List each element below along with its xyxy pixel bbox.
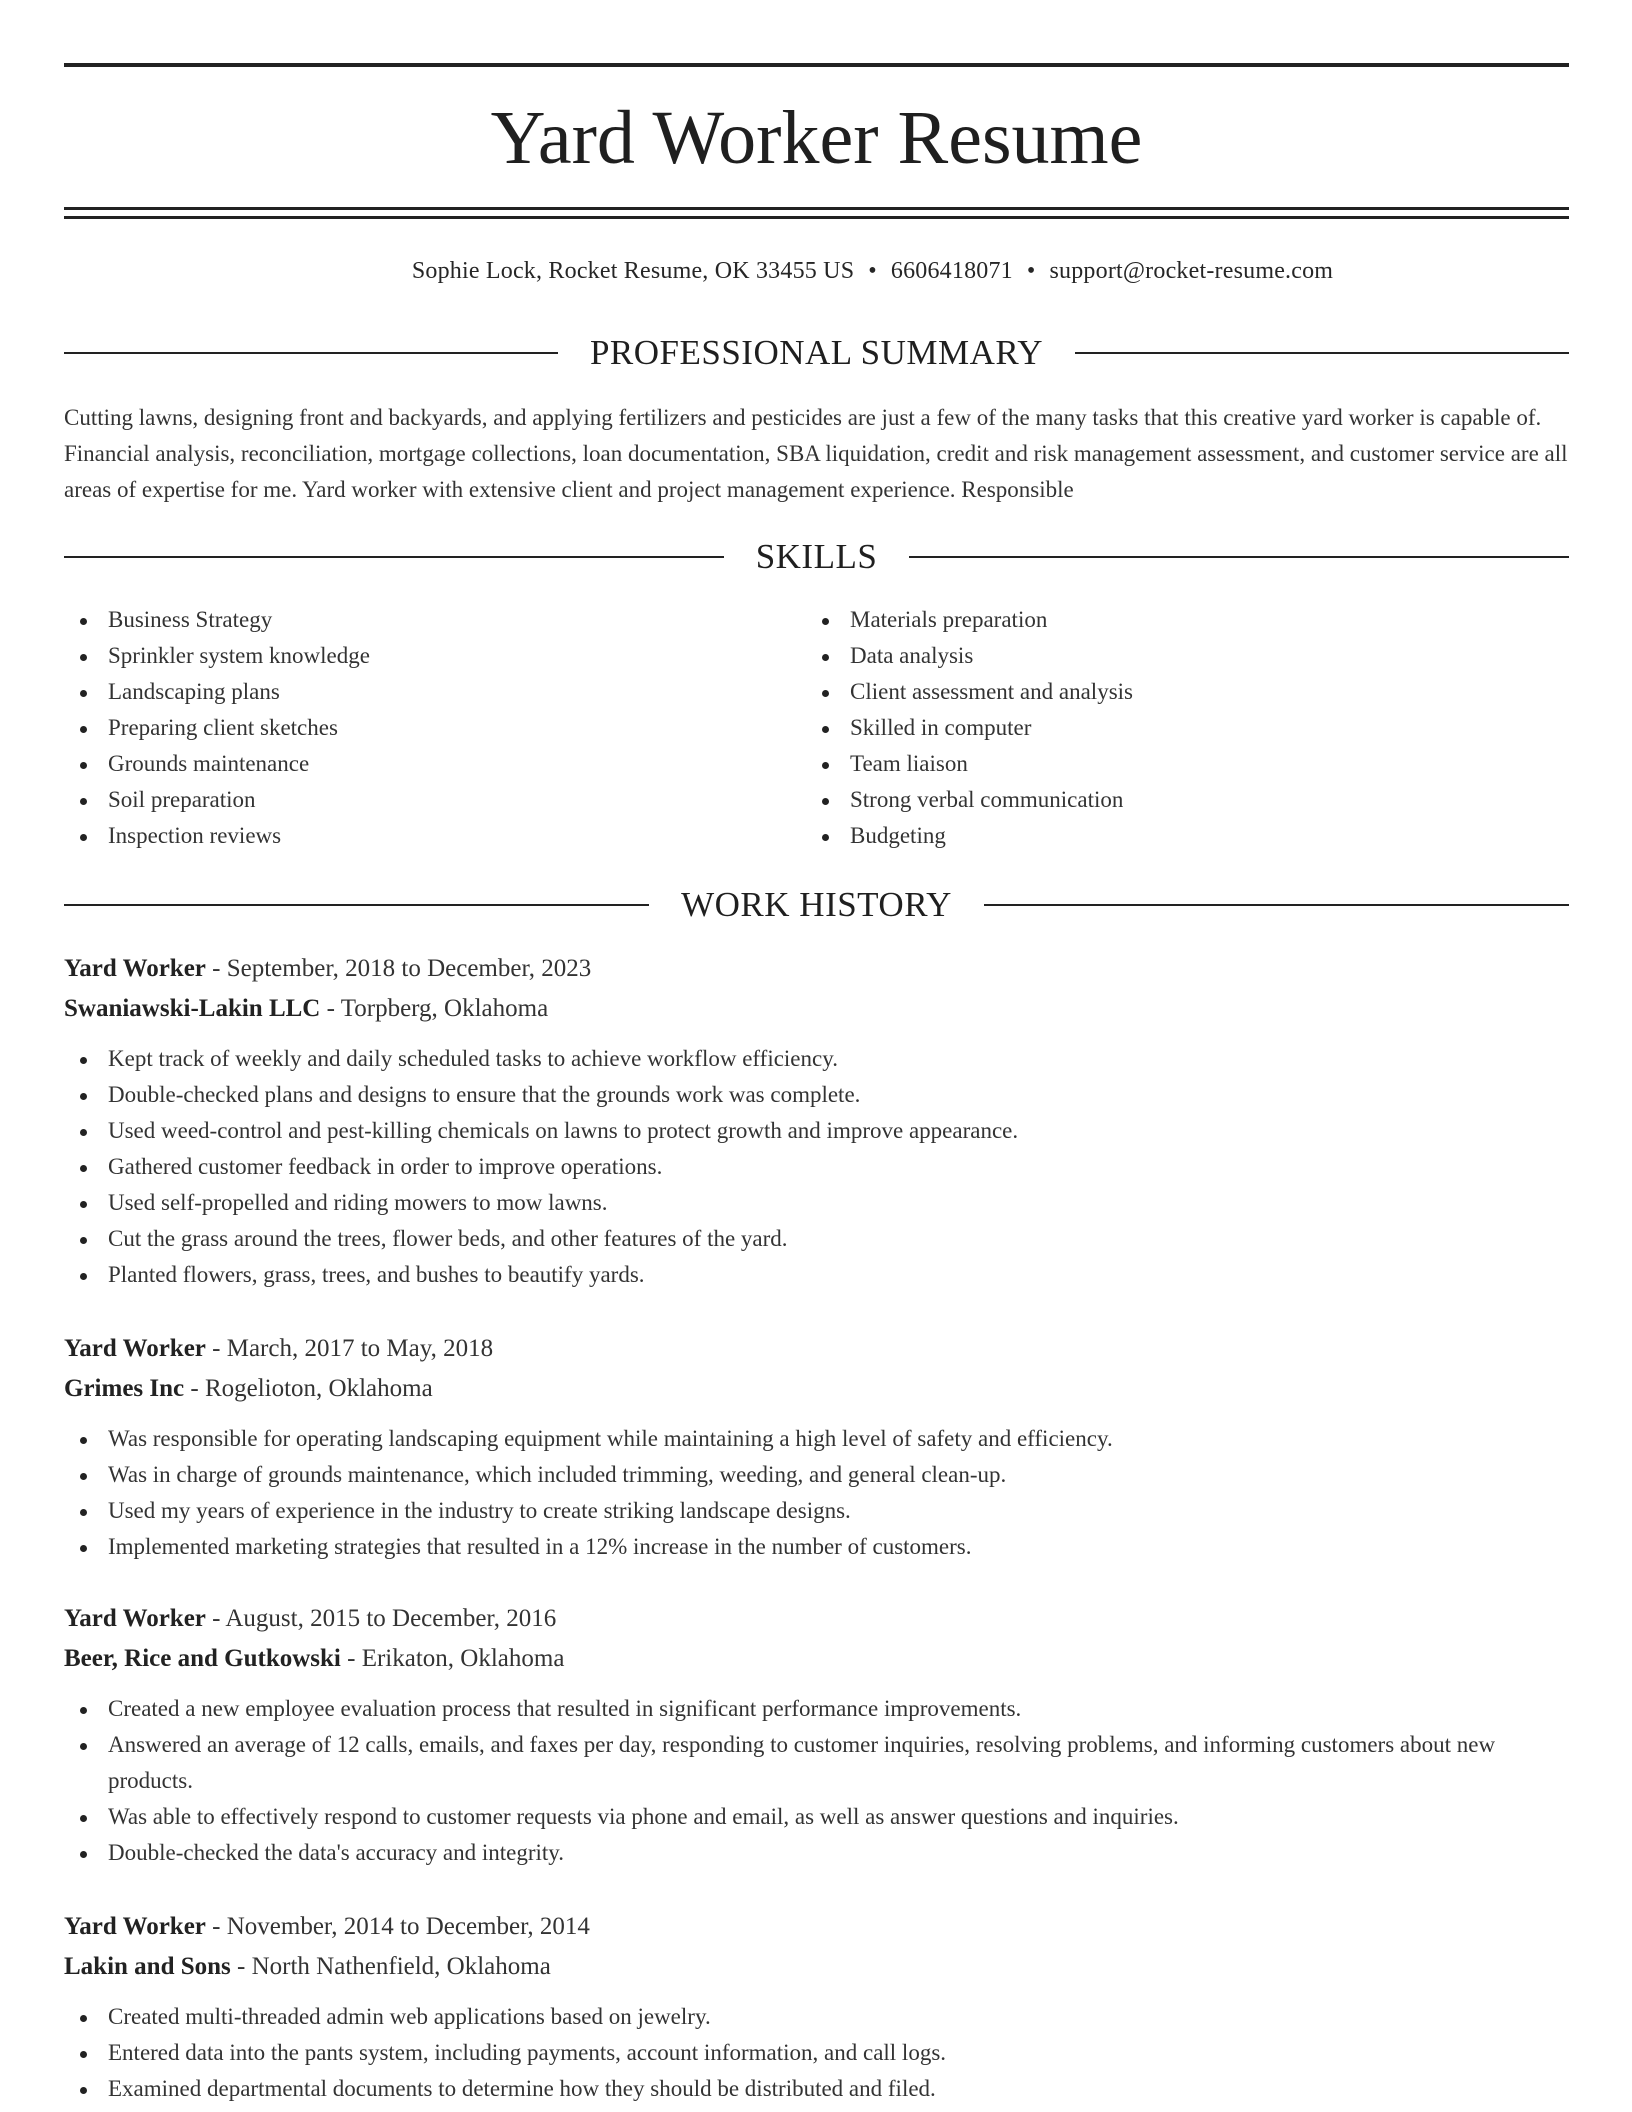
contact-name-address: Sophie Lock, Rocket Resume, OK 33455 US	[411, 258, 855, 284]
job-bullet: Double-checked the data's accuracy and integrity.	[64, 1835, 1569, 1871]
divider	[64, 352, 558, 354]
job-title-line	[64, 1599, 1569, 1639]
job-dates: - August, 2015 to December, 2016	[205, 1605, 557, 1632]
resume-title: Yard Worker Resume	[490, 96, 1143, 180]
job-title: Yard Worker	[64, 1605, 206, 1632]
job-location: - Torpberg, Oklahoma	[320, 995, 549, 1022]
contact-line	[64, 253, 1632, 289]
contact-email: support@rocket-resume.com	[1049, 258, 1334, 284]
job-company-line	[64, 1947, 1569, 1987]
job-bullet: Used my years of experience in the industry to create striking landscape designs.	[64, 1493, 1569, 1529]
job-company: Lakin and Sons	[64, 1953, 231, 1980]
job-bullet: Kept track of weekly and daily scheduled tasks to achieve workflow efficiency.	[64, 1041, 1569, 1077]
job-title: Yard Worker	[64, 1335, 206, 1362]
job-location: - Erikaton, Oklahoma	[340, 1645, 565, 1672]
job-dates: - September, 2018 to December, 2023	[205, 955, 592, 982]
section-title: WORK HISTORY	[681, 885, 952, 924]
job-bullet: Implemented marketing strategies that resulted in a 12% increase in the number of customers.	[64, 1529, 1569, 1565]
job-bullet: Entered data into the pants system, including payments, account information, and call logs.	[64, 2035, 1569, 2071]
job-title-line	[64, 1907, 1569, 1947]
skill-item: Sprinkler system knowledge	[64, 638, 806, 674]
job-company-line	[64, 1369, 1569, 1409]
job-company: Swaniawski-Lakin LLC	[64, 995, 321, 1022]
job-bullets	[64, 1041, 1569, 1293]
title-rule-lower	[64, 216, 1569, 219]
contact-phone: 6606418071	[890, 258, 1013, 284]
job-bullet: Was in charge of grounds maintenance, which included trimming, weeding, and general clean-up.	[64, 1457, 1569, 1493]
divider	[984, 904, 1569, 906]
job-bullet: Cut the grass around the trees, flower beds, and other features of the yard.	[64, 1221, 1569, 1257]
job-bullets	[64, 1999, 1569, 2107]
divider	[64, 556, 724, 558]
job-location: - North Nathenfield, Oklahoma	[230, 1953, 551, 1980]
contact-separator: •	[1026, 258, 1036, 284]
skills-heading	[64, 535, 1569, 579]
job-title-line	[64, 949, 1569, 989]
job-title: Yard Worker	[64, 955, 206, 982]
work-history-heading	[64, 883, 1569, 927]
job-title: Yard Worker	[64, 1913, 206, 1940]
skill-item: Data analysis	[806, 638, 1548, 674]
job-bullet: Used weed-control and pest-killing chemicals on lawns to protect growth and improve appearance.	[64, 1113, 1569, 1149]
skill-item: Skilled in computer	[806, 710, 1548, 746]
skills-column-right	[806, 602, 1548, 854]
divider	[64, 904, 649, 906]
skill-item: Business Strategy	[64, 602, 806, 638]
job-entry	[64, 1907, 1569, 2107]
job-bullets	[64, 1691, 1569, 1871]
top-rule	[64, 63, 1569, 67]
contact-separator: •	[868, 258, 877, 284]
title-rule-upper	[64, 207, 1569, 210]
job-bullet: Used self-propelled and riding mowers to mow lawns.	[64, 1185, 1569, 1221]
skill-item: Inspection reviews	[64, 818, 806, 854]
skill-item: Budgeting	[806, 818, 1548, 854]
section-title: PROFESSIONAL SUMMARY	[589, 333, 1044, 372]
job-bullet: Gathered customer feedback in order to improve operations.	[64, 1149, 1569, 1185]
job-location: - Rogelioton, Oklahoma	[184, 1375, 433, 1402]
summary-text: Cutting lawns, designing front and backyards, and applying fertilizers and pesticides are just a few of the many tasks that this creative yard worker is capable of. Financial analysis, reconciliation, mortgage collections, loan documentation, SBA liquidation, credit and risk management assessment, and customer service are all areas of expertise for me. Yard worker with extensive client and project management experience. Responsible	[64, 405, 1568, 502]
job-bullet: Double-checked plans and designs to ensure that the grounds work was complete.	[64, 1077, 1569, 1113]
job-bullet: Was responsible for operating landscaping equipment while maintaining a high level of safety and efficiency.	[64, 1421, 1569, 1457]
skills-list	[64, 602, 1569, 854]
section-title: SKILLS	[755, 537, 878, 576]
job-dates: - November, 2014 to December, 2014	[205, 1913, 590, 1940]
job-company-line	[64, 989, 1569, 1029]
skill-item: Materials preparation	[806, 602, 1548, 638]
job-company: Grimes Inc	[64, 1375, 185, 1402]
skill-item: Team liaison	[806, 746, 1548, 782]
job-company-line	[64, 1639, 1569, 1679]
summary-heading	[64, 331, 1569, 375]
skill-item: Client assessment and analysis	[806, 674, 1548, 710]
job-entry	[64, 1599, 1569, 1871]
skill-item: Preparing client sketches	[64, 710, 806, 746]
job-bullets	[64, 1421, 1569, 1565]
divider	[909, 556, 1569, 558]
job-bullet: Created multi-threaded admin web applications based on jewelry.	[64, 1999, 1569, 2035]
job-bullet: Answered an average of 12 calls, emails, and faxes per day, responding to customer inquiries, resolving problems, and informing customers about new products.	[64, 1727, 1569, 1799]
skill-item: Landscaping plans	[64, 674, 806, 710]
skills-column-left	[64, 602, 806, 854]
job-title-line	[64, 1329, 1569, 1369]
job-dates: - March, 2017 to May, 2018	[205, 1335, 494, 1362]
job-entry	[64, 949, 1569, 1293]
skill-item: Grounds maintenance	[64, 746, 806, 782]
divider	[1075, 352, 1569, 354]
job-bullet: Was able to effectively respond to customer requests via phone and email, as well as answer questions and inquiries.	[64, 1799, 1569, 1835]
job-entry	[64, 1329, 1569, 1565]
job-company: Beer, Rice and Gutkowski	[64, 1645, 341, 1672]
job-bullet: Created a new employee evaluation process that resulted in significant performance improvements.	[64, 1691, 1569, 1727]
skill-item: Strong verbal communication	[806, 782, 1548, 818]
job-bullet: Examined departmental documents to determine how they should be distributed and filed.	[64, 2071, 1569, 2107]
job-bullet: Planted flowers, grass, trees, and bushes to beautify yards.	[64, 1257, 1569, 1293]
skill-item: Soil preparation	[64, 782, 806, 818]
